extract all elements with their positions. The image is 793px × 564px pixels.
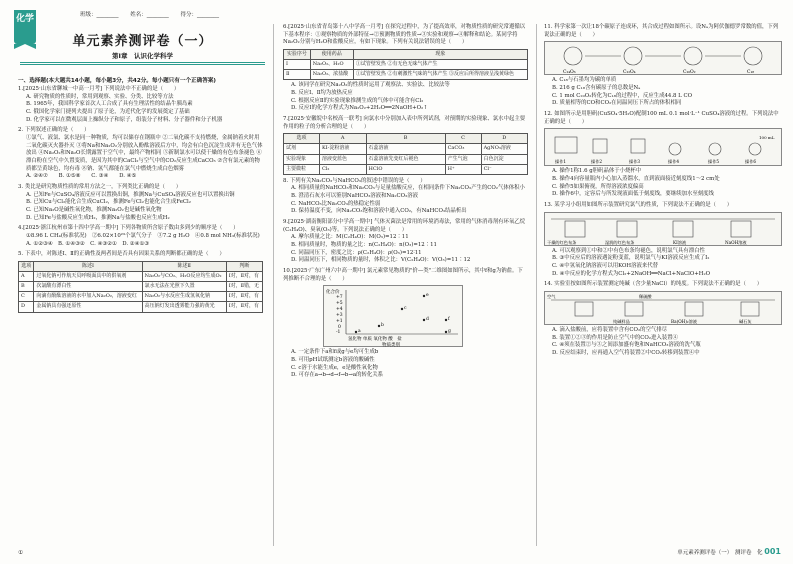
table-cell: 溶液变蓝色 (319, 154, 366, 164)
y-tick: 0 (338, 325, 341, 331)
table-cell: HClO (366, 164, 445, 174)
table-cell: A (19, 272, 34, 282)
table-header: 实验序号 (284, 50, 311, 60)
table-cell: Ⅰ对，Ⅱ对，有 (226, 292, 262, 302)
point-e (423, 295, 425, 297)
purity-apparatus-svg (545, 292, 781, 326)
point-f (445, 319, 447, 321)
option-b[interactable]: B. ③中反应后的溶液遇淀粉变蓝，说明氯气与KI溶液反应生成了I₂ (552, 255, 710, 262)
table-cell: C (19, 292, 34, 302)
option-c[interactable]: C. 俄国化学家门捷列夫提出了原子论，为近代化学的发展奠定了基础 (26, 108, 190, 115)
u-tube-icon (741, 302, 759, 316)
options-row[interactable]: A. ②④⑦ B. ①⑤⑧ C. ③④ D. ④⑤ (26, 173, 137, 180)
option-b[interactable]: B. 操作4向容量瓶内小心加入蒸馏水，直到液面接近刻度线1～2 cm处 (552, 176, 720, 183)
option-a[interactable]: A. C₁₈与石墨均为碳的单质 (552, 77, 617, 84)
ring-molecule (744, 47, 762, 65)
option-a[interactable]: A. 相同质量的NaHCO₃和Na₂CO₃与足量盐酸反应，在相同条件下Na₂CO₃产生的CO₂气体体积小 (291, 185, 525, 192)
option-b[interactable]: B. 1965年，我国科学家首次人工合成了具有生理活性的结晶牛胰岛素 (26, 101, 193, 108)
option-c[interactable]: C. 已知Na₂O是碱性氧化物，推测Na₂O₂也是碱性氧化物 (26, 207, 162, 214)
table-cell: Na₂O₂、浓盐酸 (310, 70, 353, 80)
valence-diagram-svg (324, 286, 464, 348)
question-body: ①8.96 L CH₄(标准状况) ②6.02×10²³个氯气分子 ③7.2 g H₂O ④0.8 mol NH₃(标准状况) (26, 233, 260, 240)
question-stem: 11. 科学家第一次让18个碳原子连成环，其合成过程如图所示。设Nₐ为阿伏伽德罗常数的值，下列说法正确的是（ ） (544, 24, 779, 38)
table-cell: Ⅱ (284, 70, 311, 80)
x-axis-label: 物质类别 (382, 343, 400, 349)
question-body: ①氯气、液氯、氯水是同一种物质，均可以储存在钢瓶中 ②二氧化碳不支持燃烧，金属钠着火时用二氧化碳灭火器扑灭 ③将Na和Na₂O₂分别放入酚酞溶液后方中，均会有白色沉淀生成并有无色气体放出 ④Na₂O₂和Na₂O长期露置于空气中，最终产物相同 ⑤新制氯水可以使干燥的有色布条褪色 ⑥漂白粉在空气中久置变质，是因为其中的CaCl₂与空气中的CO₂反应生成CaCO₃ ⑦含有氯元素的物质都呈黄绿色，均有毒 ⑧钠、氢气都能在氯气中燃烧生成白色烟雾 (26, 134, 263, 172)
table-header: B (366, 134, 445, 144)
table-cell: 石蕊溶液 (366, 144, 445, 154)
option-b[interactable]: B. 216 g C₁₈含有碳原子的总数是Nₐ (552, 85, 641, 92)
option-b[interactable]: B. 澄清石灰水可以鉴别NaHCO₃溶液和Na₂CO₃溶液 (291, 193, 418, 200)
apparatus-label: NaOH溶液 (725, 239, 747, 245)
question-1 (18, 86, 263, 124)
option-d[interactable]: D. 质量相等的CO和CO₂在同温同压下所占的体积相同 (552, 100, 682, 107)
chapter-subtitle: 第Ⅰ章 认识化学科学 (112, 52, 173, 60)
table-cell: 石蕊溶液先变红后褪色 (366, 154, 445, 164)
beaker-icon (631, 139, 645, 153)
option-c[interactable]: C. 同温同压下，密度之比：ρ(C₂H₄O)：ρ(O₃)=12∶11 (291, 249, 422, 256)
table-cell: 试剂 (284, 144, 320, 154)
question-13 (544, 202, 782, 278)
flask-icon (749, 143, 761, 155)
page-title: 单元素养测评卷（一） (72, 34, 213, 49)
table-header: 陈述Ⅱ (142, 262, 226, 272)
option-a[interactable]: A. 已知Fe与CuSO₄溶液反应可以置换出铜，推测Na与CuSO₄溶液反应也可以置换出铜 (26, 191, 235, 198)
molecule-label: C₂₄O₆ (563, 70, 576, 76)
table-cell: 次氯酸有漂白性 (34, 282, 142, 292)
option-a[interactable]: A. 一定条件下a和f或g与e均可生成b (291, 349, 379, 356)
question-6 (283, 24, 528, 113)
column-divider (273, 24, 274, 546)
option-c[interactable]: C. 操作5如果俯视，所得溶液浓度偏高 (552, 183, 644, 190)
y-tick: -1 (336, 330, 341, 336)
question-9 (283, 219, 528, 265)
question-stem: 13. 某学习小组用如图所示装置研究氯气的性质，下列说法不正确的是（ ） (544, 202, 733, 209)
point-g (445, 331, 447, 333)
balance-icon (555, 137, 577, 153)
option-b[interactable]: B. 相同质量时，物质的量之比：n(C₂H₄O)：n(O₃)=12∶11 (291, 242, 437, 249)
ring-molecule (624, 47, 642, 65)
table-cell: AgNO₃溶液 (481, 144, 527, 154)
column-2 (283, 24, 528, 383)
option-c[interactable]: C. ④须在装置②与③之间添加盛有饱和NaHCO₃溶液的洗气瓶 (552, 342, 701, 349)
chlorine-apparatus-svg (545, 213, 781, 247)
option-c[interactable]: C. c溶于水能生成e，e是酸性氧化物 (291, 364, 378, 371)
bottle-icon (617, 221, 637, 237)
question-2 (18, 127, 263, 181)
point-label: f (448, 317, 450, 323)
solution-prep-svg (545, 129, 781, 167)
flask-icon (669, 143, 681, 155)
flask-volume-label: 100 mL (759, 135, 775, 141)
column-3 (544, 24, 782, 361)
question-stem: 3. 类比是研究物质性质的常用方法之一，下列类比正确的是（ ） (18, 184, 182, 190)
apparatus-label: 碱石灰 (739, 319, 752, 325)
option-d[interactable]: D. 反应Ⅰ的化学方程式为Na₂O₂+2H₂O══2NaOH+O₂↑ (291, 105, 428, 112)
table-cell: 金属钠具有强还原性 (34, 302, 142, 312)
option-c[interactable]: C. ④中氢氧化钠溶液可以用KOH溶液来代替 (552, 263, 659, 270)
table-row (19, 272, 263, 282)
table-cell: B (19, 282, 34, 292)
option-d[interactable]: D. 反应结束时，应再通入空气将装置②中CO₂转移到装置④中 (552, 350, 700, 357)
option-a[interactable]: A. 操作1称1.6 g胆矾晶体于小烧杯中 (552, 168, 642, 175)
table-row (19, 302, 263, 312)
option-b[interactable]: B. 反应Ⅰ、Ⅱ均为放热反应 (291, 89, 353, 96)
option-c[interactable]: C. 根据反应Ⅱ的实验现象推测生成的气体中可能含有Cl₂ (291, 97, 424, 104)
table-header: A (319, 134, 366, 144)
table-cell: 白色沉淀 (481, 154, 527, 164)
step-label: 操作1 (555, 159, 567, 165)
step-label: 操作4 (668, 159, 680, 165)
y-tick: +7 (336, 295, 343, 301)
apparatus-label: 湿润的红色布条 (605, 239, 635, 245)
table-cell: Na₂O₂、H₂O (310, 60, 353, 70)
option-d[interactable]: D. 操作6中，定容后与所发现液面低于刻度线，要继续加水至刻度线 (552, 191, 714, 198)
molecule-label: C₂₀O₂ (683, 70, 696, 76)
option-d[interactable]: D. 可存在a→b→d→f→b→a的转化关系 (291, 372, 384, 379)
question-stem: 6.[2025·山东省青岛第十八中学高一月考] 在探究过程中，为了提高效率，对物质性质的研究常遵循以下基本程序：①观察物质的外部特征→②预测物质的性质→③实验和观察→④解释和结论。某同学将Na₂O₂分别与H₂O和盐酸反应，有如下现象。下列有关说法错误的是（ ） (283, 24, 526, 46)
apparatus-label: 纯碱样品 (613, 319, 630, 325)
q6-table (283, 49, 528, 80)
bottle-icon (731, 221, 751, 237)
table-header: 陈述Ⅰ (34, 262, 142, 272)
option-a[interactable]: A. 该同学在研究Na₂O₂的性质时运用了观察法、实验法、比较法等 (291, 82, 450, 89)
footer-right (677, 546, 781, 558)
point-b (378, 325, 380, 327)
question-stem: 14. 实验室按如图所示装置测定纯碱（含少量NaCl）的纯度。下列说法不正确的是（ ） (544, 281, 763, 288)
table-cell: 产生气泡 (445, 154, 481, 164)
table-header: D (481, 134, 527, 144)
question-stem: 7.[2025·安徽皖中名校高一联考] 向氯水中分别加入表中所列试剂，对预期的实验现象、氯水中起主要作用的粒子的分析合理的是（ ） (283, 115, 526, 130)
point-label: a (358, 329, 361, 335)
y-tick: +1 (336, 319, 343, 325)
options-row[interactable]: A. ①②③④ B. ①④③② C. ④③②① D. ②④①③ (26, 240, 150, 247)
table-header: 选项 (19, 262, 34, 272)
bottle-icon (625, 302, 643, 316)
title-rule (20, 62, 265, 63)
table-cell: 氯水无法在光照下久置 (142, 282, 226, 292)
table-header: 选项 (284, 134, 320, 144)
question-stem: 12. 如图所示是用胆矾(CuSO₄·5H₂O)配制100 mL 0.1 mol·L⁻¹ CuSO₄溶液的过程。下列说法中正确的是（ ） (544, 111, 779, 125)
ring-molecule (564, 47, 582, 65)
table-row (284, 164, 528, 174)
y-tick: +4 (336, 307, 343, 313)
carbon-ring-diagram (544, 41, 782, 75)
footer-unit-label: 单元素养测评卷（一） 测评卷 化 (677, 550, 763, 557)
question-5 (18, 251, 263, 312)
option-a[interactable]: A. 滴入盐酸前，应将装置中含有CO₂的空气排尽 (552, 327, 668, 334)
table-header: C (445, 134, 481, 144)
point-label: c (404, 306, 407, 312)
table-row (19, 282, 263, 292)
chlorine-apparatus-diagram (544, 212, 782, 246)
y-axis-label: 化合价 (326, 290, 340, 296)
point-d (423, 319, 425, 321)
table-row (284, 144, 528, 154)
bottle-icon (575, 302, 593, 316)
option-b[interactable]: B. 已知Cu与Cl₂能化合生成CuCl₂，推测Fe与Cl₂也能化合生成FeCl₂ (26, 199, 191, 206)
carbon-ring-svg (545, 42, 781, 76)
question-10 (283, 268, 528, 380)
question-7 (283, 116, 528, 175)
table-row (19, 292, 263, 302)
table-cell: Cl₂ (319, 164, 366, 174)
question-14 (544, 281, 782, 357)
y-tick: +5 (336, 301, 343, 307)
q7-table (283, 133, 528, 174)
table-row (284, 60, 528, 70)
page-number: 001 (764, 547, 781, 557)
table-cell: KI-淀粉溶液 (319, 144, 366, 154)
option-c[interactable]: C. NaHCO₃比Na₂CO₃的热稳定性弱 (291, 200, 381, 207)
question-4 (18, 225, 263, 248)
apparatus-label: 稀硫酸 (639, 294, 652, 300)
table-cell: 主要微粒 (284, 164, 320, 174)
name-field[interactable]: 姓名：________ (130, 12, 169, 18)
option-d[interactable]: D. 已知Fe与盐酸反应生成H₂，推测Na与盐酸也反应生成H₂ (26, 214, 170, 221)
bottle-icon (685, 302, 703, 316)
question-stem: 2. 下列叙述正确的是（ ） (18, 127, 90, 134)
table-cell: 向滴有酚酞溶液的水中加入Na₂O₂，溶液变红 (34, 292, 142, 302)
table-cell: Ⅰ对，Ⅱ对，有 (226, 272, 262, 282)
solution-prep-diagram (544, 128, 782, 166)
question-stem: 1.[2025·山东省聊城一中高一月考] 下列说法中不正确的是（ ） (18, 85, 180, 92)
option-d[interactable]: D. 化学家可以在微观层面上操纵分子和原子，组装分子材料、分子器件和分子机器 (26, 116, 223, 123)
bottle-icon (565, 221, 585, 237)
apparatus-label: 干燥的红色布条 (547, 239, 577, 245)
x-axis-categories: 氢化物 单质 氧化物 酸 盐 (348, 337, 402, 343)
bottle-icon (673, 221, 693, 237)
table-row (284, 154, 528, 164)
molecule-label: C₂₂O₄ (623, 70, 636, 76)
table-cell: D (19, 302, 34, 312)
section-heading: 一、选择题(本大题共14小题，每小题3分，共42分。每小题只有一个正确答案) (18, 78, 216, 84)
question-stem: 4.[2025·浙江杭州市第十四中学高一期中] 下列各物质所含原子数由多到少的顺序是（ ） (18, 225, 239, 232)
table-cell: Ⅰ对，Ⅱ错，无 (226, 282, 262, 292)
option-b[interactable]: B. 装置①②③的作用是防止空气中的CO₂进入装置④ (552, 334, 678, 341)
beaker-icon (593, 139, 607, 153)
option-a[interactable]: A. 研究物质的性质时，常用到观察、实验、分类、比较等方法 (26, 93, 174, 100)
table-cell: Cl⁻ (481, 164, 527, 174)
point-label: d (426, 317, 429, 323)
table-cell: Ⅰ (284, 60, 311, 70)
question-12 (544, 111, 782, 199)
option-a[interactable]: A. 摩尔质量之比：M(C₂H₄O)：M(O₃)=12∶11 (291, 234, 409, 241)
column-divider (536, 24, 537, 546)
footer-left-mark: ① (18, 550, 23, 557)
apparatus-label: KI溶液 (673, 239, 687, 245)
q5-table (18, 261, 263, 312)
question-3 (18, 184, 263, 222)
y-tick: +3 (336, 313, 343, 319)
apparatus-label: 空气 (547, 294, 556, 300)
student-info-line (80, 12, 229, 20)
point-a (355, 331, 357, 333)
table-cell: ①试管壁发热 ②有刺激性气味的气体产生 ③反应后所得溶液呈浅黄绿色 (353, 70, 527, 80)
table-row (284, 70, 528, 80)
table-cell: Na₂O₂与CO₂、H₂O反应均生成O₂ (142, 272, 226, 282)
step-label: 操作6 (745, 159, 757, 165)
table-cell: Ⅰ对，Ⅱ对，有 (226, 302, 262, 312)
table-cell: 过氧化钠可作航天员呼吸面具中的供氧剂 (34, 272, 142, 282)
page-footer (18, 547, 781, 558)
table-cell: 高压钠灯发出透雾能力强的黄光 (142, 302, 226, 312)
question-11 (544, 24, 782, 108)
title-rule-thin (20, 64, 265, 65)
table-header: 现象 (353, 50, 527, 60)
ring-molecule (684, 47, 702, 65)
point-label: b (381, 323, 384, 329)
option-d[interactable]: D. 保持温度不变，向Na₂CO₃饱和溶液中通入CO₂，有NaHCO₃结晶析出 (291, 208, 467, 215)
table-cell: CaCO₃ (445, 144, 481, 154)
step-label: 操作3 (629, 159, 641, 165)
score-field[interactable]: 得分：________ (180, 12, 220, 18)
flask-icon (709, 143, 721, 155)
option-a[interactable]: A. 可以观察到①中和②中有色布条均褪色，说明氯气具有漂白性 (552, 247, 705, 254)
table-cell: 实验现象 (284, 154, 320, 164)
option-d[interactable]: D. 同温同压下，相同物质的量时，体积之比：V(C₂H₄O)：V(O₃)=11∶12 (291, 257, 471, 264)
subject-badge: 化学 (14, 10, 36, 44)
table-header: 判断 (226, 262, 262, 272)
question-8 (283, 178, 528, 216)
table-header: 使用药品 (310, 50, 353, 60)
apparatus-label: Ba(OH)₂溶液 (671, 319, 697, 325)
option-c[interactable]: C. 1 mol C₂₀O₂转化为C₁₈的过程中，反应生成44.8 L CO (552, 92, 693, 99)
purity-apparatus-diagram (544, 291, 782, 325)
question-stem: 10.[2025·广东广州六中高一期中] 氯元素常见物质的"价—类"二维图如图所示，其中f和g为钠盐。下列推断不合理的是（ ） (283, 268, 523, 282)
valence-class-diagram (323, 285, 463, 347)
point-label: g (448, 329, 451, 335)
class-field[interactable]: 班级：________ (80, 12, 119, 18)
step-label: 操作2 (591, 159, 603, 165)
molecule-label: C₁₈ (747, 70, 755, 76)
step-label: 操作5 (708, 159, 720, 165)
column-1 (18, 78, 263, 316)
option-d[interactable]: D. ④中反应的化学方程式为Cl₂+2NaOH══NaCl+NaClO+H₂O (552, 270, 711, 277)
question-stem: 9.[2025·湖南衡阳部分中学高一期中] 气体灭菌法是常用的环境消毒法，常用的气体消毒剂有环氧乙烷(C₂H₄O)、臭氧(O₃)等。下列说法正确的是（ ） (283, 219, 526, 233)
table-cell: Na₂O₂与水反应生成氢氧化钠 (142, 292, 226, 302)
table-cell: ①试管壁发热 ②有无色无味气体产生 (353, 60, 527, 70)
table-cell: H⁺ (445, 164, 481, 174)
point-c (401, 308, 403, 310)
point-label: e (426, 293, 429, 299)
question-stem: 8. 下列有关Na₂CO₃与NaHCO₃的叙述中错误的是（ ） (283, 177, 426, 184)
option-b[interactable]: B. 可用pH试纸测定b溶液的酸碱性 (291, 357, 375, 364)
question-stem: 5. 下表中，对陈述Ⅰ、Ⅱ的正确性及两者间是否具有因果关系的判断都正确的是（ ） (18, 251, 225, 258)
